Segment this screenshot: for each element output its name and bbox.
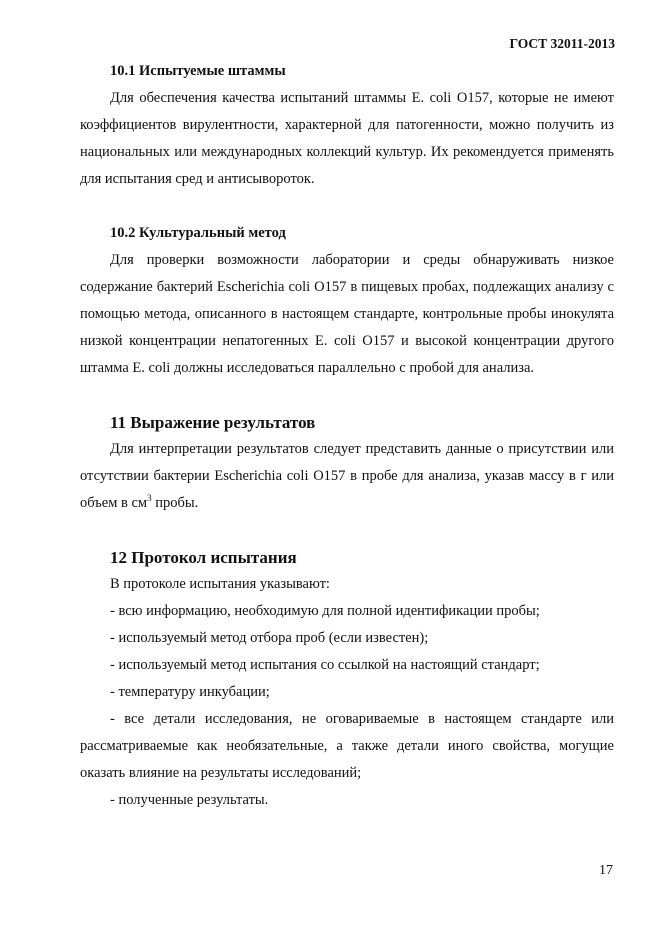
list-item: - все детали исследования, не оговариваемые в настоящем стандарте или рассматриваемые как необязательные, а также детали иного свойства, могущие оказать влияние на результаты исследований; (80, 711, 614, 781)
superscript-cube: 3 (147, 493, 152, 503)
list-item: - всю информацию, необходимую для полной идентификации пробы; (110, 603, 540, 619)
list-item: - полученные результаты. (110, 792, 269, 808)
spacer (80, 193, 614, 220)
section-11-title: 11 Выражение результатов (110, 413, 316, 432)
page-number: 17 (599, 863, 613, 878)
list-item: - температуру инкубации; (110, 684, 270, 700)
page-content (80, 58, 614, 814)
section-11-text-end: пробы. (151, 495, 199, 511)
section-12-title: 12 Протокол испытания (110, 548, 297, 567)
section-10-1-title: 10.1 Испытуемые штаммы (110, 63, 286, 79)
spacer (80, 382, 614, 409)
section-10-2-text: Для проверки возможности лаборатории и среды обнаруживать низкое содержание бактерий Escherichia coli O157 в пищевых пробах, подлежащих анализу с помощью метода, описанного в настоящем стандарте, контрольные пробы инокулята низкой концентрации непатогенных E. coli O157 и высокой концентрации другого штамма E. coli должны исследоваться параллельно с пробой для анализа. (80, 252, 614, 376)
section-11-text-main: Для интерпретации результатов следует представить данные о присутствии или отсутствии бактерии Escherichia coli O157 в пробе для анализа, указав массу в г или объем в см (80, 441, 614, 511)
section-10-2-title: 10.2 Культуральный метод (110, 225, 286, 241)
document-header: ГОСТ 32011-2013 (509, 36, 615, 51)
list-item: - используемый метод испытания со ссылкой на настоящий стандарт; (110, 657, 540, 673)
list-item: - используемый метод отбора проб (если известен); (110, 630, 429, 646)
section-11-text (80, 436, 614, 517)
section-10-1-text: Для обеспечения качества испытаний штаммы E. coli O157, которые не имеют коэффициентов вирулентности, характерной для патогенности, можно получить из национальных или международных коллекций культур. Их рекомендуется применять для испытания сред и антисывороток. (80, 90, 614, 187)
section-12-intro: В протоколе испытания указывают: (110, 576, 330, 592)
spacer (80, 517, 614, 544)
